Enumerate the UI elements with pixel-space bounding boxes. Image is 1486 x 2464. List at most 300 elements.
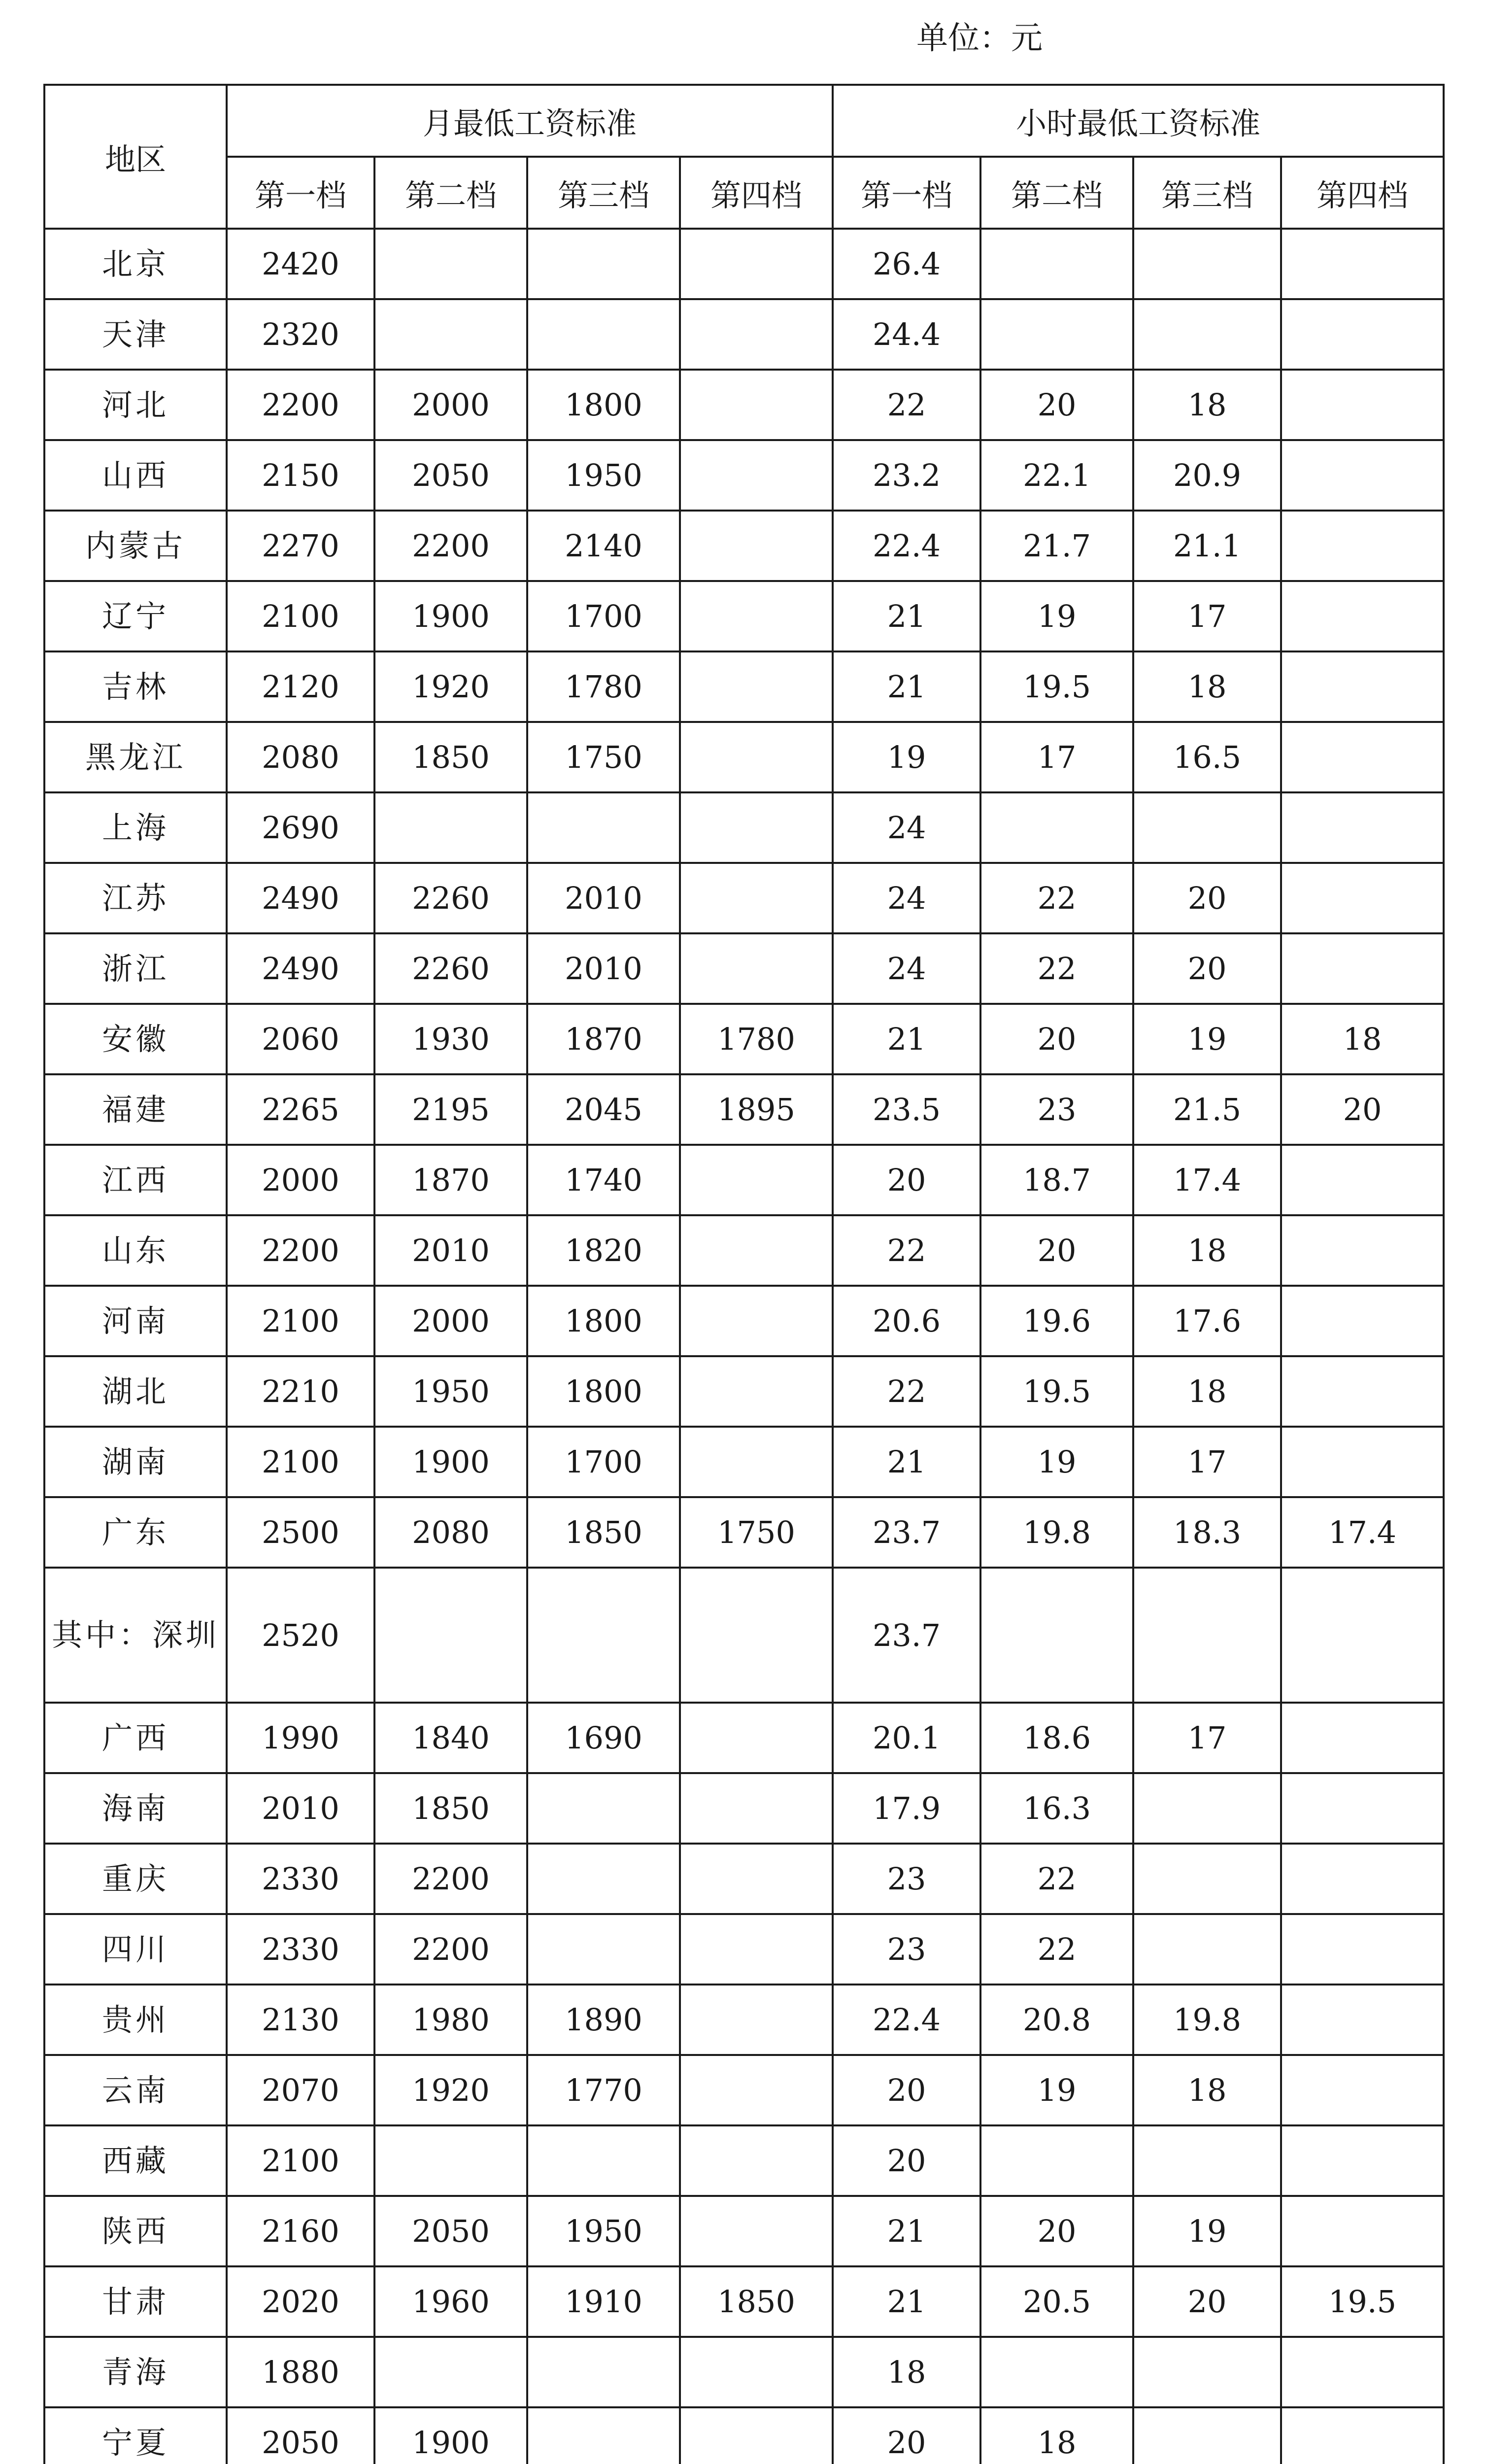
unit-label: 单位：元 <box>916 20 1043 57</box>
monthly-tier-1-cell: 2050 <box>227 2407 374 2464</box>
monthly-tier-4-cell <box>680 1568 833 1703</box>
hourly-tier-4-cell <box>1281 370 1444 440</box>
region-cell: 湖北 <box>44 1356 227 1427</box>
monthly-tier-4-cell <box>680 581 833 651</box>
table-row <box>44 1286 1444 1356</box>
hourly-tier-4-cell <box>1281 2196 1444 2266</box>
monthly-tier-2-cell <box>374 2125 527 2196</box>
hourly-tier-4-cell <box>1281 1145 1444 1215</box>
hourly-tier-2-cell: 20.8 <box>980 1985 1133 2055</box>
minimum-wage-table <box>43 84 1445 2464</box>
monthly-tier-3-cell <box>527 1844 680 1914</box>
table-row <box>44 2337 1444 2407</box>
hourly-tier-4-cell <box>1281 1914 1444 1985</box>
monthly-tier-1-cell: 2060 <box>227 1004 374 1074</box>
hourly-tier-3-cell <box>1133 2337 1281 2407</box>
hourly-tier-3-cell <box>1133 1844 1281 1914</box>
monthly-tier-1-cell: 2490 <box>227 863 374 933</box>
hourly-tier-2-cell: 22 <box>980 1914 1133 1985</box>
monthly-tier-1-cell: 2160 <box>227 2196 374 2266</box>
hourly-tier-3-cell: 18.3 <box>1133 1497 1281 1568</box>
hourly-tier-3-cell: 21.5 <box>1133 1074 1281 1145</box>
hourly-tier-2-cell: 19 <box>980 581 1133 651</box>
monthly-tier-2-cell: 1930 <box>374 1004 527 1074</box>
monthly-tier-1-cell: 2000 <box>227 1145 374 1215</box>
hourly-tier-2-cell: 19.5 <box>980 1356 1133 1427</box>
monthly-tier-1-cell: 2200 <box>227 370 374 440</box>
table-body <box>44 229 1444 2464</box>
hourly-tier-2-cell <box>980 299 1133 370</box>
monthly-tier-2-cell: 1960 <box>374 2266 527 2337</box>
hourly-tier-1-cell: 19 <box>833 722 980 792</box>
monthly-tier-2-cell: 1980 <box>374 1985 527 2055</box>
monthly-tier-1-cell: 1990 <box>227 1703 374 1773</box>
region-cell: 浙江 <box>44 933 227 1004</box>
monthly-tier-3-cell: 1800 <box>527 370 680 440</box>
hourly-tier-4-cell <box>1281 722 1444 792</box>
hourly-tier-2-cell: 20 <box>980 1215 1133 1286</box>
region-cell: 安徽 <box>44 1004 227 1074</box>
hourly-tier-1-header: 第一档 <box>833 157 980 229</box>
hourly-tier-3-cell: 19 <box>1133 1004 1281 1074</box>
monthly-tier-4-header: 第四档 <box>680 157 833 229</box>
table-row <box>44 2125 1444 2196</box>
hourly-tier-3-cell: 19 <box>1133 2196 1281 2266</box>
hourly-tier-2-cell: 19 <box>980 2055 1133 2125</box>
hourly-tier-2-cell: 23 <box>980 1074 1133 1145</box>
hourly-tier-1-cell: 23.2 <box>833 440 980 511</box>
monthly-tier-2-cell: 2050 <box>374 2196 527 2266</box>
monthly-tier-3-cell <box>527 2407 680 2464</box>
hourly-tier-4-cell: 18 <box>1281 1004 1444 1074</box>
hourly-tier-4-cell <box>1281 2337 1444 2407</box>
region-cell: 广东 <box>44 1497 227 1568</box>
monthly-tier-3-cell: 1770 <box>527 2055 680 2125</box>
table-row <box>44 1844 1444 1914</box>
hourly-tier-2-cell: 17 <box>980 722 1133 792</box>
monthly-tier-2-cell: 2010 <box>374 1215 527 1286</box>
monthly-tier-3-cell: 2010 <box>527 933 680 1004</box>
region-cell: 四川 <box>44 1914 227 1985</box>
monthly-tier-1-cell: 2100 <box>227 1427 374 1497</box>
hourly-tier-4-cell <box>1281 1427 1444 1497</box>
hourly-tier-1-cell: 24 <box>833 863 980 933</box>
hourly-tier-1-cell: 23.7 <box>833 1568 980 1703</box>
monthly-tier-3-cell <box>527 1568 680 1703</box>
table-row <box>44 792 1444 863</box>
hourly-tier-4-cell: 20 <box>1281 1074 1444 1145</box>
monthly-tier-3-cell: 1700 <box>527 581 680 651</box>
hourly-tier-3-header: 第三档 <box>1133 157 1281 229</box>
monthly-tier-1-cell: 1880 <box>227 2337 374 2407</box>
hourly-tier-1-cell: 23 <box>833 1914 980 1985</box>
table-row <box>44 1145 1444 1215</box>
monthly-tier-4-cell <box>680 2055 833 2125</box>
hourly-tier-3-cell: 18 <box>1133 651 1281 722</box>
monthly-tier-3-cell: 1820 <box>527 1215 680 1286</box>
hourly-tier-3-cell: 17 <box>1133 1703 1281 1773</box>
monthly-tier-2-cell: 1900 <box>374 2407 527 2464</box>
hourly-tier-1-cell: 17.9 <box>833 1773 980 1844</box>
hourly-tier-4-cell: 19.5 <box>1281 2266 1444 2337</box>
monthly-tier-2-header: 第二档 <box>374 157 527 229</box>
monthly-tier-4-cell <box>680 1356 833 1427</box>
monthly-tier-3-cell: 1910 <box>527 2266 680 2337</box>
hourly-tier-2-cell: 19.5 <box>980 651 1133 722</box>
region-cell: 海南 <box>44 1773 227 1844</box>
hourly-tier-4-cell <box>1281 1844 1444 1914</box>
monthly-wage-header: 月最低工资标准 <box>227 85 833 157</box>
hourly-tier-4-cell <box>1281 792 1444 863</box>
monthly-tier-4-cell <box>680 933 833 1004</box>
region-cell: 西藏 <box>44 2125 227 2196</box>
hourly-tier-4-cell <box>1281 299 1444 370</box>
hourly-tier-1-cell: 20 <box>833 2055 980 2125</box>
monthly-tier-2-cell: 1950 <box>374 1356 527 1427</box>
monthly-tier-3-cell: 1850 <box>527 1497 680 1568</box>
monthly-tier-1-cell: 2265 <box>227 1074 374 1145</box>
monthly-tier-1-cell: 2210 <box>227 1356 374 1427</box>
monthly-tier-2-cell: 1900 <box>374 581 527 651</box>
hourly-tier-3-cell: 18 <box>1133 1215 1281 1286</box>
region-cell: 青海 <box>44 2337 227 2407</box>
monthly-tier-1-cell: 2320 <box>227 299 374 370</box>
hourly-tier-1-cell: 20.6 <box>833 1286 980 1356</box>
region-cell: 河北 <box>44 370 227 440</box>
monthly-tier-2-cell: 2000 <box>374 370 527 440</box>
table-row <box>44 2266 1444 2337</box>
monthly-tier-2-cell: 2200 <box>374 1844 527 1914</box>
monthly-tier-1-cell: 2020 <box>227 2266 374 2337</box>
hourly-tier-2-cell: 18.7 <box>980 1145 1133 1215</box>
region-cell: 宁夏 <box>44 2407 227 2464</box>
hourly-tier-3-cell: 18 <box>1133 2055 1281 2125</box>
hourly-tier-1-cell: 24.4 <box>833 299 980 370</box>
region-cell: 重庆 <box>44 1844 227 1914</box>
region-cell: 内蒙古 <box>44 511 227 581</box>
hourly-tier-4-cell <box>1281 863 1444 933</box>
region-cell: 江西 <box>44 1145 227 1215</box>
hourly-tier-1-cell: 26.4 <box>833 229 980 299</box>
monthly-tier-2-cell: 2200 <box>374 511 527 581</box>
monthly-tier-2-cell <box>374 1568 527 1703</box>
hourly-tier-4-header: 第四档 <box>1281 157 1444 229</box>
hourly-tier-3-cell: 20 <box>1133 863 1281 933</box>
hourly-tier-3-cell: 18 <box>1133 370 1281 440</box>
hourly-tier-2-cell: 22 <box>980 933 1133 1004</box>
hourly-tier-3-cell: 20.9 <box>1133 440 1281 511</box>
monthly-tier-4-cell <box>680 1215 833 1286</box>
region-cell: 山西 <box>44 440 227 511</box>
table-row <box>44 511 1444 581</box>
hourly-tier-3-cell: 20 <box>1133 933 1281 1004</box>
hourly-tier-2-cell: 20 <box>980 2196 1133 2266</box>
monthly-tier-3-cell: 2010 <box>527 863 680 933</box>
hourly-tier-4-cell <box>1281 1215 1444 1286</box>
hourly-tier-1-cell: 23.5 <box>833 1074 980 1145</box>
table-row <box>44 651 1444 722</box>
hourly-tier-1-cell: 22.4 <box>833 1985 980 2055</box>
hourly-tier-4-cell <box>1281 440 1444 511</box>
hourly-tier-2-cell: 22 <box>980 1844 1133 1914</box>
monthly-tier-1-cell: 2070 <box>227 2055 374 2125</box>
hourly-tier-2-cell: 16.3 <box>980 1773 1133 1844</box>
monthly-tier-2-cell <box>374 229 527 299</box>
hourly-tier-1-cell: 21 <box>833 651 980 722</box>
monthly-tier-1-cell: 2490 <box>227 933 374 1004</box>
hourly-tier-3-cell: 19.8 <box>1133 1985 1281 2055</box>
hourly-tier-2-cell <box>980 2125 1133 2196</box>
hourly-tier-3-cell <box>1133 229 1281 299</box>
monthly-tier-1-cell: 2100 <box>227 1286 374 1356</box>
hourly-tier-3-cell <box>1133 1914 1281 1985</box>
monthly-tier-4-cell: 1750 <box>680 1497 833 1568</box>
hourly-tier-4-cell <box>1281 1703 1444 1773</box>
monthly-tier-4-cell <box>680 1703 833 1773</box>
monthly-tier-2-cell <box>374 2337 527 2407</box>
region-cell: 广西 <box>44 1703 227 1773</box>
monthly-tier-4-cell <box>680 1427 833 1497</box>
region-cell: 其中：深圳 <box>44 1568 227 1703</box>
table-header <box>44 85 1444 229</box>
monthly-tier-2-cell: 1920 <box>374 651 527 722</box>
monthly-tier-2-cell: 1870 <box>374 1145 527 1215</box>
monthly-tier-1-cell: 2150 <box>227 440 374 511</box>
hourly-tier-4-cell <box>1281 1773 1444 1844</box>
monthly-tier-1-cell: 2120 <box>227 651 374 722</box>
monthly-tier-1-cell: 2330 <box>227 1844 374 1914</box>
monthly-tier-1-cell: 2010 <box>227 1773 374 1844</box>
region-cell: 吉林 <box>44 651 227 722</box>
hourly-tier-4-cell <box>1281 2125 1444 2196</box>
hourly-tier-1-cell: 24 <box>833 792 980 863</box>
monthly-tier-4-cell <box>680 863 833 933</box>
hourly-tier-1-cell: 21 <box>833 1004 980 1074</box>
hourly-tier-3-cell: 17.6 <box>1133 1286 1281 1356</box>
monthly-tier-4-cell <box>680 651 833 722</box>
hourly-tier-1-cell: 21 <box>833 2196 980 2266</box>
monthly-tier-4-cell <box>680 511 833 581</box>
monthly-tier-3-cell <box>527 2125 680 2196</box>
hourly-tier-4-cell: 17.4 <box>1281 1497 1444 1568</box>
hourly-tier-3-cell <box>1133 1568 1281 1703</box>
hourly-tier-2-cell: 22.1 <box>980 440 1133 511</box>
hourly-tier-2-cell: 22 <box>980 863 1133 933</box>
monthly-tier-2-cell: 2200 <box>374 1914 527 1985</box>
monthly-tier-4-cell <box>680 2337 833 2407</box>
hourly-tier-3-cell: 17.4 <box>1133 1145 1281 1215</box>
monthly-tier-2-cell <box>374 299 527 370</box>
monthly-tier-3-cell <box>527 229 680 299</box>
monthly-tier-4-cell <box>680 1985 833 2055</box>
hourly-tier-4-cell <box>1281 651 1444 722</box>
hourly-tier-1-cell: 20 <box>833 2125 980 2196</box>
hourly-tier-1-cell: 24 <box>833 933 980 1004</box>
table-row <box>44 299 1444 370</box>
monthly-tier-1-cell: 2520 <box>227 1568 374 1703</box>
monthly-tier-3-cell <box>527 792 680 863</box>
hourly-tier-2-cell <box>980 1568 1133 1703</box>
hourly-tier-4-cell <box>1281 1985 1444 2055</box>
region-cell: 山东 <box>44 1215 227 1286</box>
monthly-tier-1-cell: 2100 <box>227 2125 374 2196</box>
hourly-tier-3-cell <box>1133 792 1281 863</box>
monthly-tier-1-cell: 2100 <box>227 581 374 651</box>
hourly-tier-2-cell <box>980 2337 1133 2407</box>
monthly-tier-2-cell: 1900 <box>374 1427 527 1497</box>
hourly-tier-2-cell: 21.7 <box>980 511 1133 581</box>
monthly-tier-3-cell: 1780 <box>527 651 680 722</box>
monthly-tier-3-cell: 1800 <box>527 1356 680 1427</box>
hourly-tier-3-cell: 17 <box>1133 1427 1281 1497</box>
hourly-tier-4-cell <box>1281 1356 1444 1427</box>
monthly-tier-3-cell <box>527 299 680 370</box>
monthly-tier-4-cell <box>680 1773 833 1844</box>
monthly-tier-4-cell: 1780 <box>680 1004 833 1074</box>
monthly-tier-3-cell: 2045 <box>527 1074 680 1145</box>
monthly-tier-4-cell <box>680 299 833 370</box>
monthly-tier-2-cell: 1920 <box>374 2055 527 2125</box>
monthly-tier-2-cell <box>374 792 527 863</box>
table-row <box>44 2055 1444 2125</box>
hourly-tier-2-cell: 19 <box>980 1427 1133 1497</box>
hourly-tier-4-cell <box>1281 2055 1444 2125</box>
monthly-tier-4-cell <box>680 1914 833 1985</box>
region-cell: 江苏 <box>44 863 227 933</box>
hourly-tier-4-cell <box>1281 933 1444 1004</box>
monthly-tier-2-cell: 1850 <box>374 722 527 792</box>
region-cell: 辽宁 <box>44 581 227 651</box>
monthly-tier-1-cell: 2200 <box>227 1215 374 1286</box>
hourly-tier-2-cell <box>980 792 1133 863</box>
table-row <box>44 1568 1444 1703</box>
table-row <box>44 1497 1444 1568</box>
monthly-tier-4-cell <box>680 722 833 792</box>
monthly-tier-4-cell <box>680 2125 833 2196</box>
monthly-tier-3-cell <box>527 2337 680 2407</box>
monthly-tier-2-cell: 2080 <box>374 1497 527 1568</box>
monthly-tier-2-cell: 2260 <box>374 933 527 1004</box>
region-column-header: 地区 <box>44 85 227 229</box>
monthly-tier-3-header: 第三档 <box>527 157 680 229</box>
hourly-tier-2-cell: 18 <box>980 2407 1133 2464</box>
hourly-tier-2-cell: 19.8 <box>980 1497 1133 1568</box>
region-cell: 上海 <box>44 792 227 863</box>
hourly-tier-3-cell <box>1133 1773 1281 1844</box>
region-cell: 贵州 <box>44 1985 227 2055</box>
monthly-tier-2-cell: 1850 <box>374 1773 527 1844</box>
hourly-wage-header: 小时最低工资标准 <box>833 85 1444 157</box>
hourly-tier-1-cell: 22 <box>833 370 980 440</box>
monthly-tier-3-cell: 1950 <box>527 440 680 511</box>
hourly-tier-1-cell: 22 <box>833 1215 980 1286</box>
monthly-tier-3-cell: 2140 <box>527 511 680 581</box>
hourly-tier-3-cell <box>1133 2407 1281 2464</box>
monthly-tier-4-cell <box>680 1844 833 1914</box>
table-row <box>44 2196 1444 2266</box>
table-row <box>44 1985 1444 2055</box>
header-row-groups <box>44 85 1444 157</box>
hourly-tier-2-cell: 19.6 <box>980 1286 1133 1356</box>
hourly-tier-4-cell <box>1281 229 1444 299</box>
hourly-tier-1-cell: 23 <box>833 1844 980 1914</box>
region-cell: 云南 <box>44 2055 227 2125</box>
monthly-tier-1-cell: 2080 <box>227 722 374 792</box>
table-row <box>44 2407 1444 2464</box>
monthly-tier-3-cell: 1740 <box>527 1145 680 1215</box>
monthly-tier-4-cell <box>680 792 833 863</box>
monthly-tier-1-cell: 2270 <box>227 511 374 581</box>
hourly-tier-1-cell: 21 <box>833 1427 980 1497</box>
hourly-tier-3-cell: 20 <box>1133 2266 1281 2337</box>
hourly-tier-2-cell <box>980 229 1133 299</box>
monthly-tier-1-cell: 2500 <box>227 1497 374 1568</box>
region-cell: 福建 <box>44 1074 227 1145</box>
table-row <box>44 1703 1444 1773</box>
hourly-tier-1-cell: 21 <box>833 2266 980 2337</box>
monthly-tier-3-cell: 1870 <box>527 1004 680 1074</box>
hourly-tier-1-cell: 20 <box>833 1145 980 1215</box>
monthly-tier-4-cell <box>680 2196 833 2266</box>
hourly-tier-2-cell: 20 <box>980 1004 1133 1074</box>
monthly-tier-1-cell: 2690 <box>227 792 374 863</box>
hourly-tier-4-cell <box>1281 1568 1444 1703</box>
monthly-tier-4-cell <box>680 2407 833 2464</box>
monthly-tier-3-cell: 1800 <box>527 1286 680 1356</box>
monthly-tier-3-cell: 1700 <box>527 1427 680 1497</box>
monthly-tier-2-cell: 2050 <box>374 440 527 511</box>
region-cell: 湖南 <box>44 1427 227 1497</box>
monthly-tier-3-cell: 1890 <box>527 1985 680 2055</box>
monthly-tier-3-cell: 1690 <box>527 1703 680 1773</box>
table-row <box>44 722 1444 792</box>
hourly-tier-1-cell: 22.4 <box>833 511 980 581</box>
monthly-tier-3-cell <box>527 1914 680 1985</box>
monthly-tier-2-cell: 2260 <box>374 863 527 933</box>
hourly-tier-3-cell: 18 <box>1133 1356 1281 1427</box>
table-row <box>44 1427 1444 1497</box>
hourly-tier-4-cell <box>1281 581 1444 651</box>
hourly-tier-2-cell: 18.6 <box>980 1703 1133 1773</box>
hourly-tier-1-cell: 18 <box>833 2337 980 2407</box>
monthly-tier-4-cell <box>680 229 833 299</box>
table-row <box>44 440 1444 511</box>
monthly-tier-4-cell <box>680 1145 833 1215</box>
hourly-tier-3-cell: 16.5 <box>1133 722 1281 792</box>
hourly-tier-4-cell <box>1281 1286 1444 1356</box>
table-row <box>44 1773 1444 1844</box>
monthly-tier-3-cell <box>527 1773 680 1844</box>
region-cell: 甘肃 <box>44 2266 227 2337</box>
region-cell: 黑龙江 <box>44 722 227 792</box>
table-row <box>44 1914 1444 1985</box>
region-cell: 北京 <box>44 229 227 299</box>
monthly-tier-1-cell: 2130 <box>227 1985 374 2055</box>
table-row <box>44 229 1444 299</box>
monthly-tier-4-cell <box>680 370 833 440</box>
monthly-tier-4-cell <box>680 1286 833 1356</box>
hourly-tier-3-cell: 21.1 <box>1133 511 1281 581</box>
header-row-tiers <box>44 157 1444 229</box>
table-row <box>44 863 1444 933</box>
monthly-tier-1-cell: 2330 <box>227 1914 374 1985</box>
hourly-tier-2-cell: 20.5 <box>980 2266 1133 2337</box>
hourly-tier-2-cell: 20 <box>980 370 1133 440</box>
hourly-tier-3-cell <box>1133 2125 1281 2196</box>
monthly-tier-2-cell: 2000 <box>374 1286 527 1356</box>
table-row <box>44 933 1444 1004</box>
hourly-tier-1-cell: 22 <box>833 1356 980 1427</box>
